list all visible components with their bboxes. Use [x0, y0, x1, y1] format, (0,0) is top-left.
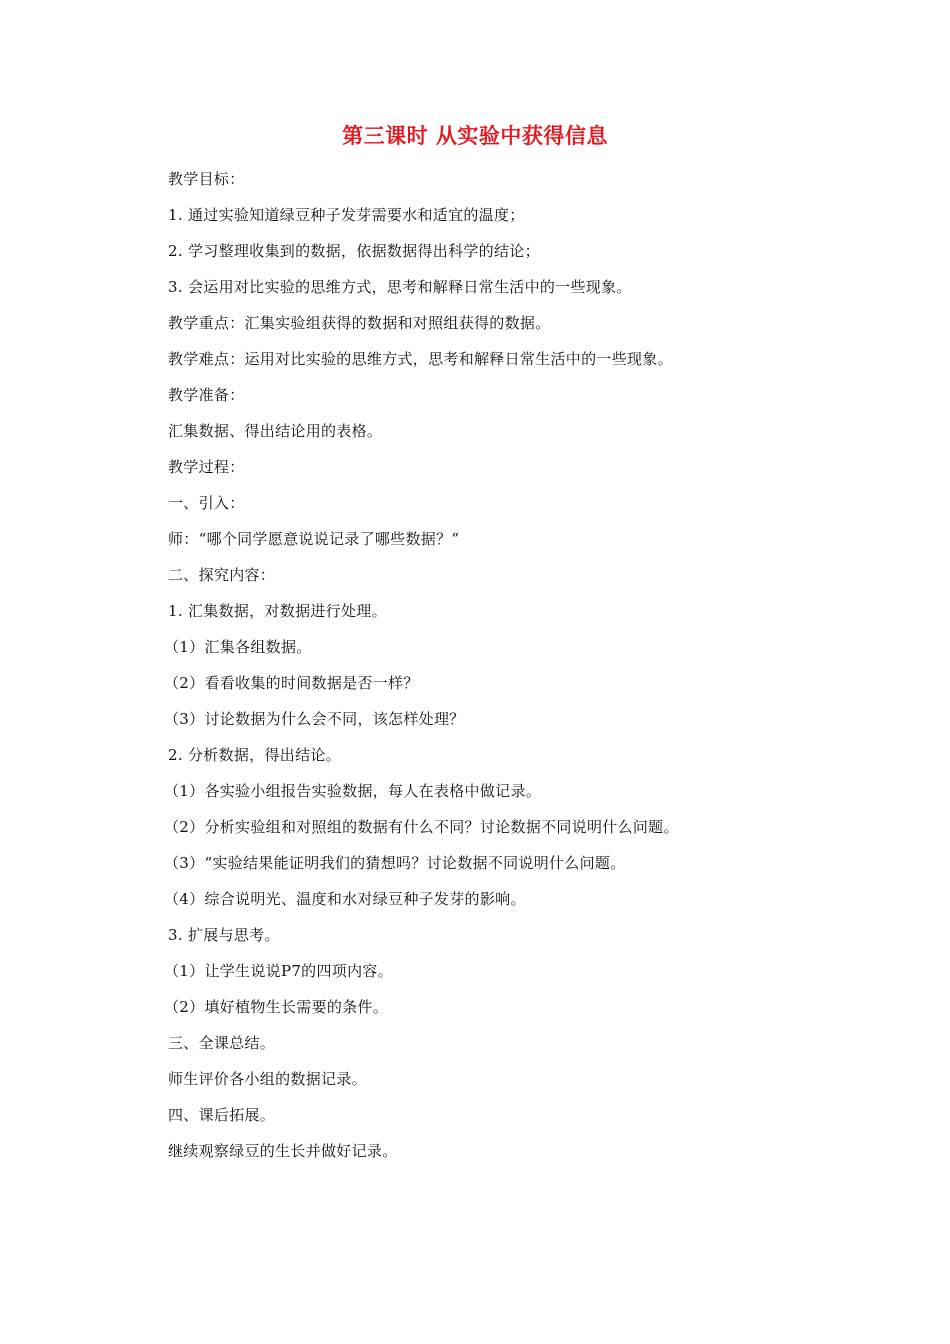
objective-item: 1. 通过实验知道绿豆种子发芽需要水和适宜的温度；: [168, 206, 525, 224]
section-heading-preparation: 教学准备：: [168, 386, 245, 404]
inquiry-subitem: （3）讨论数据为什么会不同，该怎样处理？: [164, 710, 465, 728]
difficult-point: 教学难点：运用对比实验的思维方式，思考和解释日常生活中的一些现象。: [168, 350, 673, 368]
document-body: [164, 161, 808, 1169]
inquiry-subitem: （1）各实验小组报告实验数据，每人在表格中做记录。: [164, 782, 542, 800]
inquiry-subitem: （3）“实验结果能证明我们的猜想吗？讨论数据不同说明什么问题。: [164, 854, 626, 872]
inquiry-subitem: （2）分析实验组和对照组的数据有什么不同？讨论数据不同说明什么问题。: [164, 818, 679, 836]
objective-item: 3. 会运用对比实验的思维方式，思考和解释日常生活中的一些现象。: [168, 278, 632, 296]
step-heading-summary: 三、全课总结。: [168, 1034, 276, 1052]
inquiry-item: 1. 汇集数据，对数据进行处理。: [168, 602, 387, 620]
inquiry-item: 2. 分析数据，得出结论。: [168, 746, 341, 764]
inquiry-subitem: （1）让学生说说P7的四项内容。: [164, 962, 393, 980]
step-heading-extension: 四、课后拓展。: [168, 1106, 276, 1124]
document-title: 第三课时 从实验中获得信息: [342, 124, 608, 148]
preparation-text: 汇集数据、得出结论用的表格。: [168, 422, 383, 440]
objective-item: 2. 学习整理收集到的数据，依据数据得出科学的结论；: [168, 242, 540, 260]
summary-text: 师生评价各小组的数据记录。: [168, 1070, 367, 1088]
step-heading-inquiry: 二、探究内容：: [168, 566, 276, 584]
section-heading-process: 教学过程：: [168, 458, 245, 476]
inquiry-subitem: （2）填好植物生长需要的条件。: [164, 998, 389, 1016]
section-heading-objectives: 教学目标：: [168, 170, 245, 188]
extension-text: 继续观察绿豆的生长并做好记录。: [168, 1142, 398, 1160]
inquiry-subitem: （1）汇集各组数据。: [164, 638, 312, 656]
inquiry-subitem: （4）综合说明光、温度和水对绿豆种子发芽的影响。: [164, 890, 526, 908]
inquiry-item: 3. 扩展与思考。: [168, 926, 280, 944]
step-heading-introduction: 一、引入：: [168, 494, 245, 512]
key-point: 教学重点：汇集实验组获得的数据和对照组获得的数据。: [168, 314, 551, 332]
inquiry-subitem: （2）看看收集的时间数据是否一样？: [164, 674, 419, 692]
teacher-quote: 师：“哪个同学愿意说说记录了哪些数据？”: [168, 530, 460, 548]
